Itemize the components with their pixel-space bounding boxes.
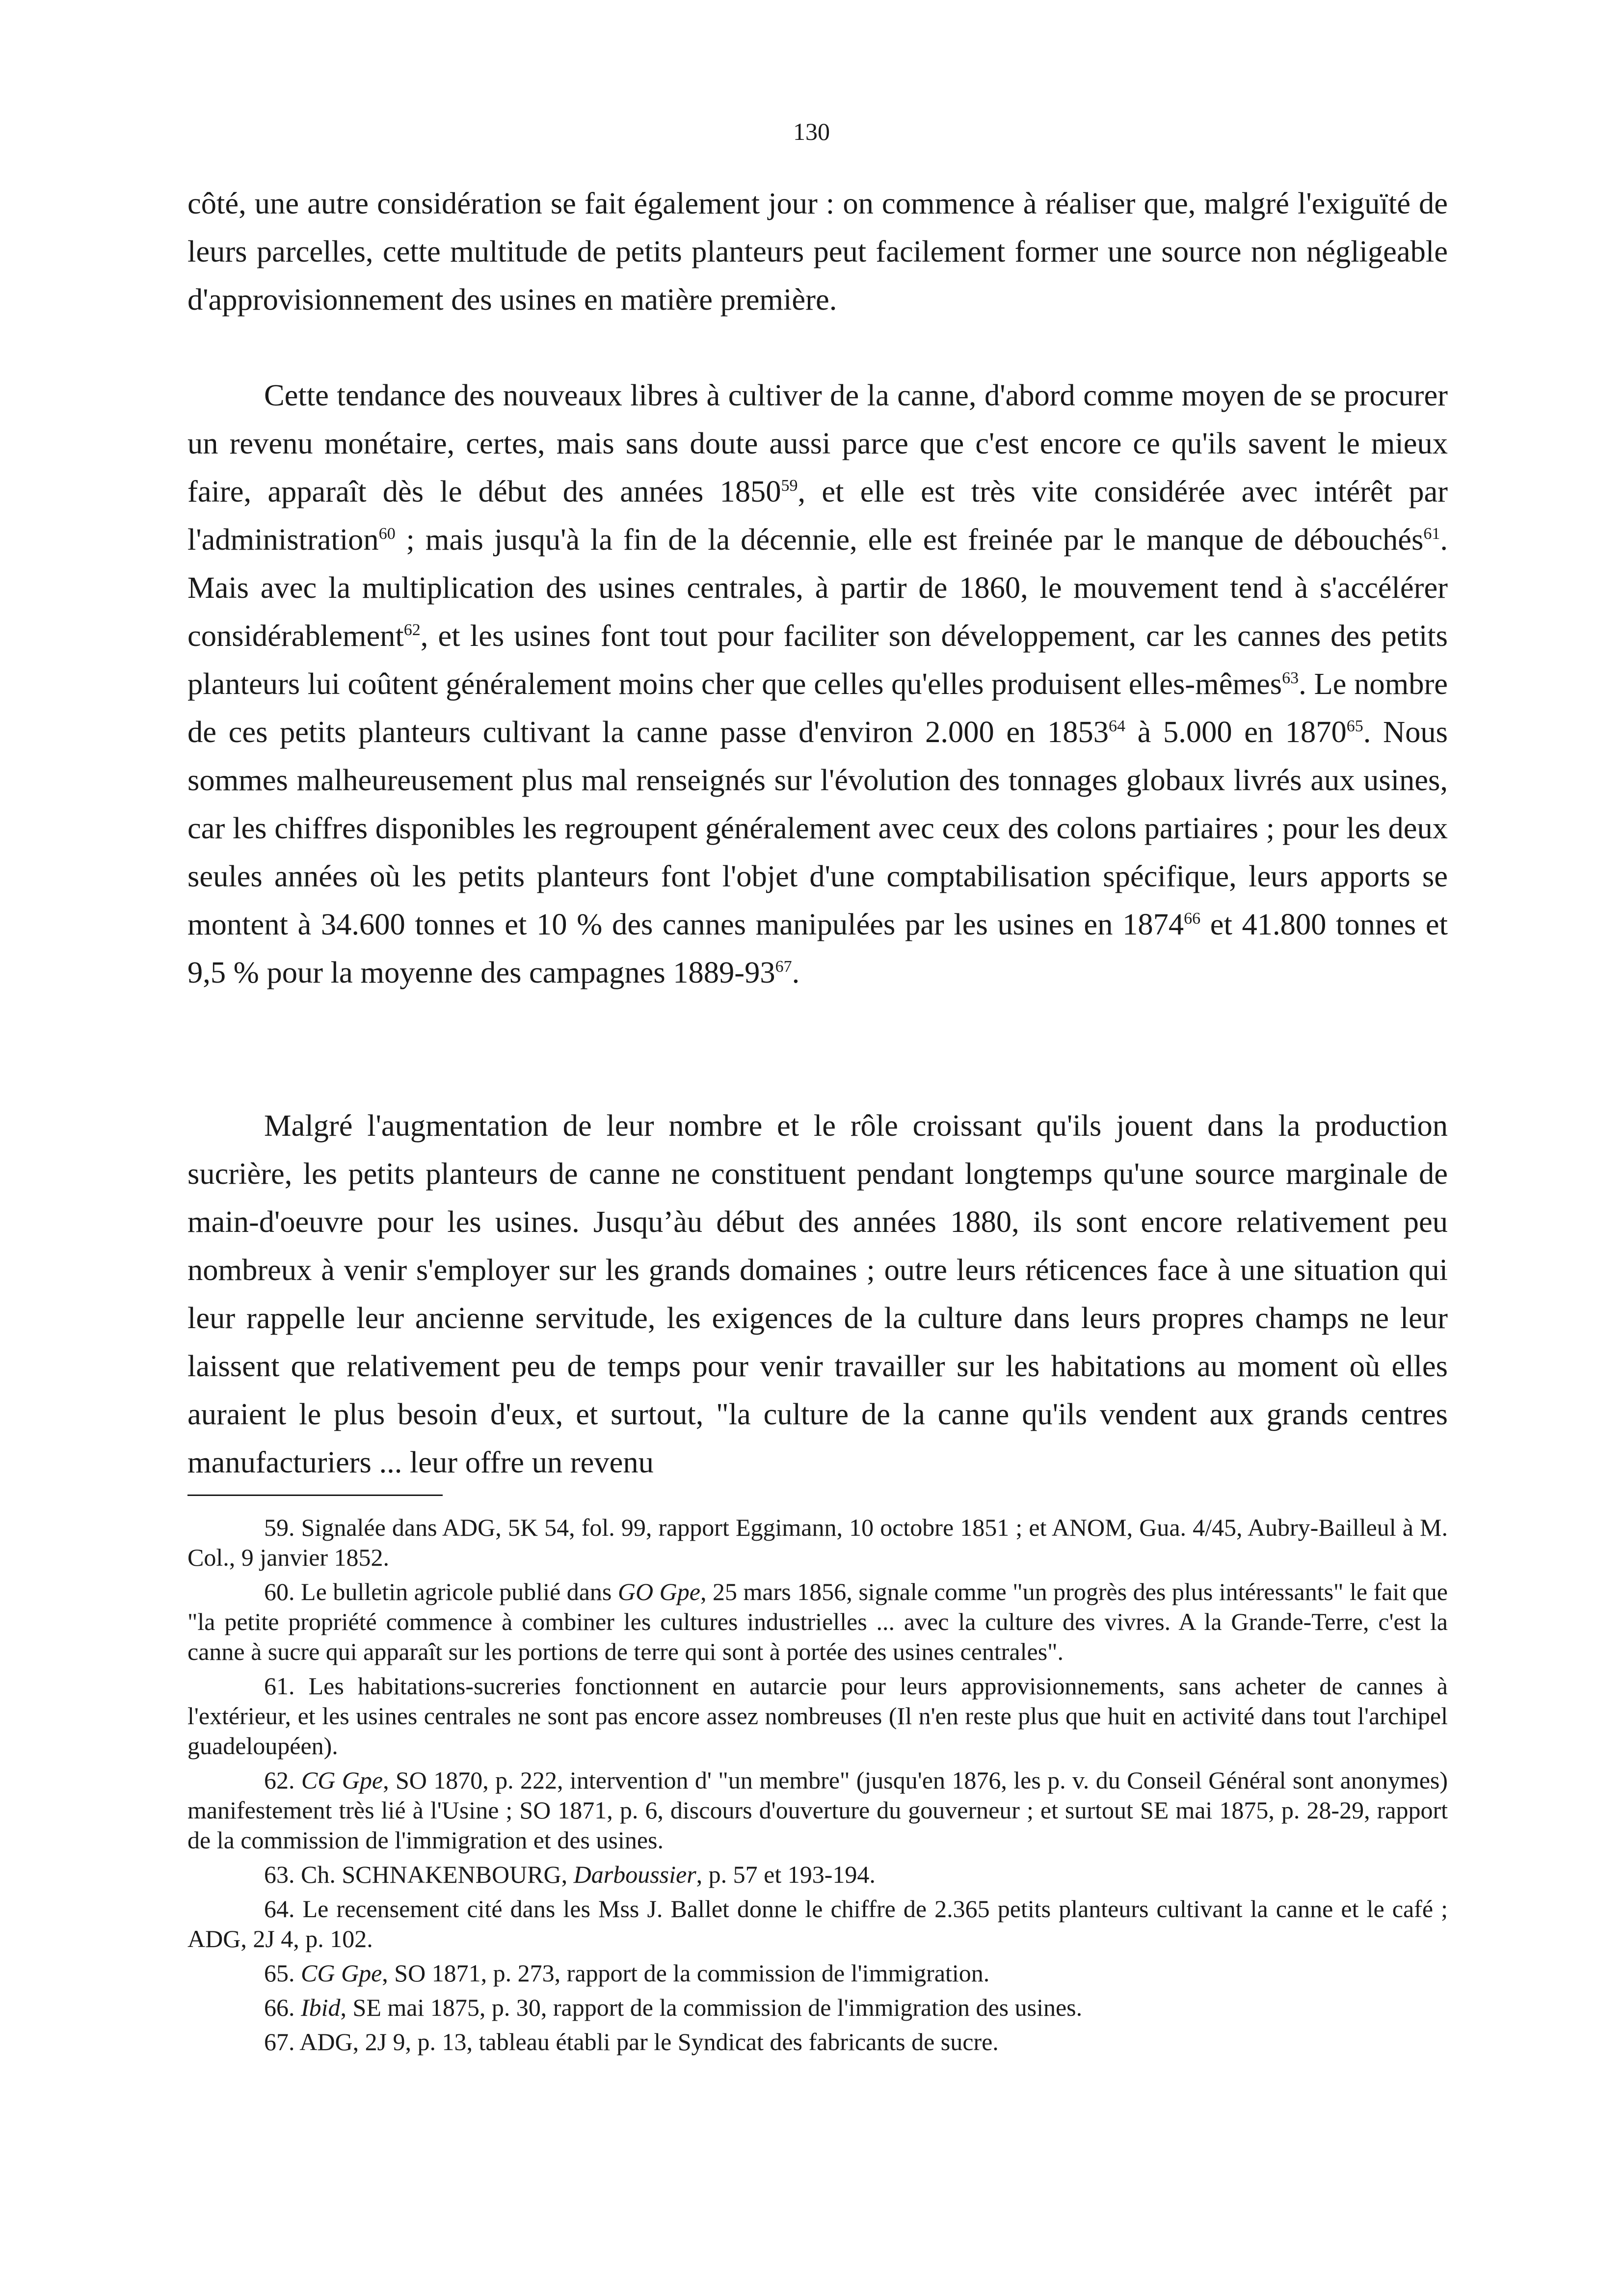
footnote-ref-66[interactable]: 66 [1184,909,1201,928]
italic-source: GO Gpe [617,1578,700,1605]
text-run: , et les usines font tout pour faciliter son développement, car les cannes des petits planteurs lui coûtent généralement moins cher que celles qu'elles produisent elles-mêmes [187,618,1448,701]
footnote-61: 61. Les habitations-sucreries fonctionnent en autarcie pour leurs approvisionnements, sans acheter de cannes à l'extérieur, et les usines centrales ne sont pas encore assez nombreuses (Il n'en reste plus que huit en activité dans tout l'archipel guadeloupéen). [187,1672,1448,1760]
text-run: 60. Le bulletin agricole publié dans [264,1578,618,1605]
footnotes [187,1513,1448,2061]
footnote-ref-60[interactable]: 60 [378,525,396,543]
text-run: 66. [264,1994,301,2021]
footnote-ref-63[interactable]: 63 [1282,669,1299,687]
footnote-ref-65[interactable]: 65 [1346,717,1363,735]
paragraph-text: Malgré l'augmentation de leur nombre et le rôle croissant qu'ils jouent dans la production sucrière, les petits planteurs de canne ne constituent pendant longtemps qu'une source marginale de main-d'oeuvre pour les usines. Jusqu’àu début des années 1880, ils sont encore relativement peu nombreux à venir s'employer sur les grands domaines ; outre leurs réticences face à une situation qui leur rappelle leur ancienne servitude, les exigences de la culture dans leurs propres champs ne leur laissent que relativement peu de temps pour venir travailler sur les habitations au moment où elles auraient le plus besoin d'eux, et surtout, "la culture de la canne qu'ils vendent aux grands centres manufacturiers ... leur offre un revenu [187,1108,1448,1479]
text-run: ; mais jusqu'à la fin de la décennie, elle est freinée par le manque de débouchés [395,522,1424,557]
paragraph-text: côté, une autre considération se fait également jour : on commence à réaliser que, malgré l'exiguïté de leurs parcelles, cette multitude de petits planteurs peut facilement former une source non négligeable d'approvisionnement des usines en matière première. [187,186,1448,317]
text-run: 63. Ch. SCHNAKENBOURG, [264,1861,574,1888]
footnote-ref-61[interactable]: 61 [1423,525,1440,543]
footnote-64: 64. Le recensement cité dans les Mss J. Ballet donne le chiffre de 2.365 petits planteurs cultivant la canne et le café ; ADG, 2J 4, p. 102. [187,1895,1448,1952]
text-run: , p. 57 et 193-194. [696,1861,876,1888]
text-run: et 41.800 tonnes et 9,5 % pour la moyenne des campagnes 1889-93 [187,907,1448,989]
footnote-separator [187,1495,443,1496]
text-run: 65. [264,1959,301,1987]
footnote-63 [187,1860,1448,1890]
footnote-ref-64[interactable]: 64 [1108,717,1125,735]
paragraph-text [187,371,1448,996]
italic-source: Ibid [301,1994,341,2021]
text-run: , SO 1871, p. 273, rapport de la commission de l'immigration. [382,1959,990,1987]
footnote-ref-59[interactable]: 59 [781,477,798,495]
footnote-62 [187,1765,1448,1855]
body-paragraph-2 [187,371,1448,996]
text-run: . [792,955,800,989]
body-paragraph-3 [187,1101,1448,1486]
italic-source: CG Gpe [301,1766,383,1794]
footnote-67: 67. ADG, 2J 9, p. 13, tableau établi par le Syndicat des fabricants de sucre. [264,2028,999,2056]
footnote-60 [187,1577,1448,1667]
text-run: . Mais avec la multiplication des usines centrales, à partir de 1860, le mouvement tend à s'accélérer considérablement [187,522,1448,653]
italic-source: CG Gpe [301,1959,382,1987]
text-run: , 25 mars 1856, signale comme "un progrès des plus intéressants" le fait que "la petite propriété commence à combiner les cultures industrielles ... avec la culture des vivres. A la Grande-Terre, c'est la canne à sucre qui apparaît sur les portions de terre qui sont à portée des usines centrales". [187,1578,1448,1665]
text-run: , SE mai 1875, p. 30, rapport de la commission de l'immigration des usines. [340,1994,1083,2021]
text-run: . Nous sommes malheureusement plus mal renseignés sur l'évolution des tonnages globaux livrés aux usines, car les chiffres disponibles les regroupent généralement avec ceux des colons partiaires ; pour les deux seules années où les petits planteurs font l'objet d'une comptabilisation spécifique, leurs apports se montent à 34.600 tonnes et 10 % des cannes manipulées par les usines en 1874 [187,715,1448,941]
italic-source: Darboussier [573,1861,696,1888]
text-run: , et elle est très vite considérée avec intérêt par l'administration [187,474,1448,557]
footnote-65 [187,1958,1448,1988]
footnote-ref-62[interactable]: 62 [403,621,421,639]
text-run: . Le nombre de ces petits planteurs cultivant la canne passe d'environ 2.000 en 1853 [187,667,1448,749]
text-run: Cette tendance des nouveaux libres à cultiver de la canne, d'abord comme moyen de se procurer un revenu monétaire, certes, mais sans doute aussi parce que c'est encore ce qu'ils savent le mieux faire, apparaît dès le début des années 1850 [187,378,1448,508]
text-run: , SO 1870, p. 222, intervention d' "un membre" (jusqu'en 1876, les p. v. du Conseil Général sont anonymes) manifestement très lié à l'Usine ; SO 1871, p. 6, discours d'ouverture du gouverneur ; et surtout SE mai 1875, p. 28-29, rapport de la commission de l'immigration et des usines. [187,1766,1448,1854]
page-number: 130 [793,118,830,145]
text-run: 62. [264,1766,301,1794]
body-paragraph-1 [187,179,1448,323]
footnote-59: 59. Signalée dans ADG, 5K 54, fol. 99, rapport Eggimann, 10 octobre 1851 ; et ANOM, Gua. 4/45, Aubry-Bailleul à M. Col., 9 janvier 1852. [187,1514,1448,1571]
text-run: à 5.000 en 1870 [1125,715,1347,749]
footnote-ref-67[interactable]: 67 [775,958,792,976]
footnote-66 [187,1993,1448,2023]
